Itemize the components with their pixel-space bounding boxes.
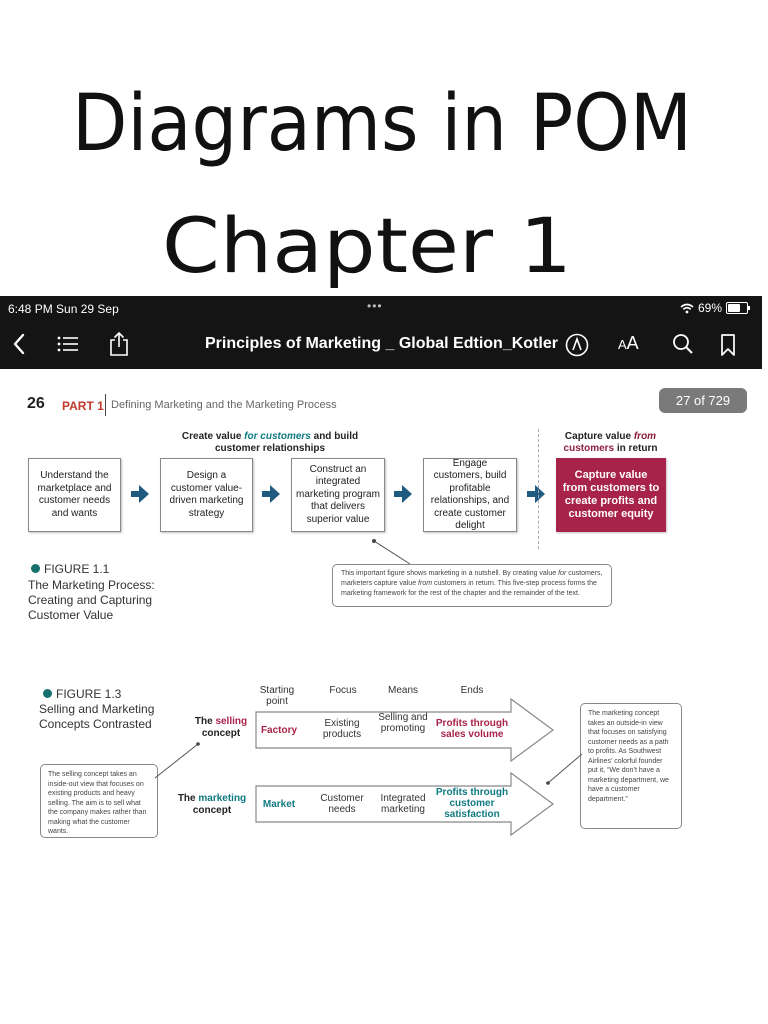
column-header-focus: Focus xyxy=(329,685,357,696)
figure-1-3-label-text: FIGURE 1.3 xyxy=(56,687,122,701)
multitasking-dots[interactable]: ••• xyxy=(367,299,383,313)
arrow-right-icon xyxy=(525,482,547,506)
status-right xyxy=(680,301,748,315)
column-header-means: Means xyxy=(387,685,418,696)
column-header-ends: Ends xyxy=(460,685,484,696)
figure-title-line: Customer Value xyxy=(28,608,114,622)
header-divider xyxy=(105,394,106,416)
capture-header-text-a: Capture value xyxy=(564,431,634,442)
status-time: 6:48 PM Sun 29 Sep xyxy=(8,302,119,316)
marketing-ends: Profits through customer satisfaction xyxy=(435,787,509,820)
book-title: Principles of Marketing _ Global Edtion_Kotler xyxy=(205,335,558,352)
capture-header-emphasis: from xyxy=(633,431,657,442)
arrow-right-icon xyxy=(392,482,414,506)
handwritten-title xyxy=(0,0,768,300)
callout-text-a: This important figure shows marketing in a nutshell. By creating value xyxy=(341,570,559,577)
figure-1-3-title xyxy=(39,702,154,732)
concept-label-a: The xyxy=(194,716,216,727)
selling-ends: Profits through sales volume xyxy=(435,718,509,740)
dashed-divider xyxy=(538,429,539,549)
battery-icon xyxy=(726,302,748,314)
create-header-emphasis: for customers xyxy=(244,431,311,442)
figure-1-3 xyxy=(0,681,762,856)
list-icon[interactable] xyxy=(57,335,79,353)
create-value-header xyxy=(180,431,360,455)
create-header-text-b: and build customer relationships xyxy=(214,431,359,454)
text-size-large: A xyxy=(626,333,639,353)
part-label: PART 1 xyxy=(62,399,104,413)
handwritten-line-2: Chapter 1 xyxy=(162,201,572,290)
figure-title-line: Creating and Capturing xyxy=(28,593,153,607)
figure-1-1-label xyxy=(31,562,109,576)
figure-dot-icon xyxy=(43,689,52,698)
column-header-starting-point: Starting point xyxy=(259,685,295,707)
figure-1-1-label-text: FIGURE 1.1 xyxy=(44,562,110,576)
process-step-3: Construct an integrated marketing program that delivers superior value xyxy=(291,458,385,532)
selling-start: Factory xyxy=(260,725,298,736)
marketing-concept-note: The marketing concept takes an outside-in view that focuses on satisfying customer needs as a path to profits. As Southwest Airlines’ colorful founder put it, “We don’t have a marketing department, we have a customer department.” xyxy=(580,703,682,829)
selling-concept-note: The selling concept takes an inside-out view that focuses on existing products and heavy selling. The aim is to sell what the company makes rather than making what the customer wants. xyxy=(40,764,158,838)
create-header-text-a: Create value xyxy=(181,431,245,442)
share-icon[interactable] xyxy=(109,331,129,357)
marketing-start: Market xyxy=(262,799,296,810)
battery-percent: 69% xyxy=(697,301,722,315)
arrow-right-icon xyxy=(260,482,282,506)
capture-header-text-c: in return xyxy=(614,443,658,454)
process-step-1: Understand the marketplace and customer needs and wants xyxy=(28,458,121,532)
figure-1-3-label xyxy=(43,687,121,701)
page-number: 26 xyxy=(27,395,45,412)
concept-label-emphasis: selling xyxy=(215,716,248,727)
concept-label-emphasis: marketing xyxy=(198,793,247,804)
marketing-concept-label xyxy=(170,793,254,817)
book-page xyxy=(0,369,762,631)
reader-toolbar xyxy=(0,321,762,369)
search-icon[interactable] xyxy=(672,333,694,355)
figure-title-line: The Marketing Process: xyxy=(28,578,155,592)
capture-header-customers: customers xyxy=(563,443,615,454)
concept-label-a: The xyxy=(177,793,199,804)
markup-icon[interactable] xyxy=(565,333,589,357)
figure-title-line: Concepts Contrasted xyxy=(39,717,152,731)
marketing-focus: Customer needs xyxy=(320,793,364,815)
bookmark-icon[interactable] xyxy=(720,333,736,357)
figure-1-1-callout xyxy=(332,564,612,607)
text-size-small: A xyxy=(618,337,627,352)
marketing-means: Integrated marketing xyxy=(380,793,426,815)
process-step-4: Engage customers, build profitable relationships, and create customer delight xyxy=(423,458,517,532)
status-bar xyxy=(0,296,762,321)
selling-means: Selling and promoting xyxy=(378,712,428,734)
concept-label-b: concept xyxy=(192,805,232,816)
process-step-2: Design a customer value-driven marketing strategy xyxy=(160,458,253,532)
note-leader-lines xyxy=(150,736,590,796)
callout-emphasis-2: from xyxy=(418,580,433,587)
arrow-right-icon xyxy=(129,482,151,506)
callout-text-b: customers, marketers capture value xyxy=(341,570,603,587)
capture-value-header xyxy=(548,431,673,455)
back-icon[interactable] xyxy=(12,333,26,355)
figure-dot-icon xyxy=(31,564,40,573)
callout-leader-line xyxy=(368,537,418,567)
figure-title-line: Selling and Marketing xyxy=(39,702,155,716)
section-title: Defining Marketing and the Marketing Process xyxy=(111,399,337,411)
wifi-icon xyxy=(680,303,694,314)
text-size-button[interactable] xyxy=(618,333,639,354)
handwritten-line-1: Diagrams in POM xyxy=(72,79,692,169)
figure-1-1-title xyxy=(28,578,155,623)
callout-emphasis-1: for xyxy=(558,570,567,577)
concept-label-b: concept xyxy=(201,728,241,739)
selling-focus: Existing products xyxy=(322,718,362,740)
callout-text-c: customers in return. This five-step process forms the marketing framework for the rest of the chapter and the remainder of the text. xyxy=(341,580,597,597)
process-step-5: Capture value from customers to create profits and customer equity xyxy=(556,458,666,532)
page-count-badge[interactable]: 27 of 729 xyxy=(659,388,747,413)
